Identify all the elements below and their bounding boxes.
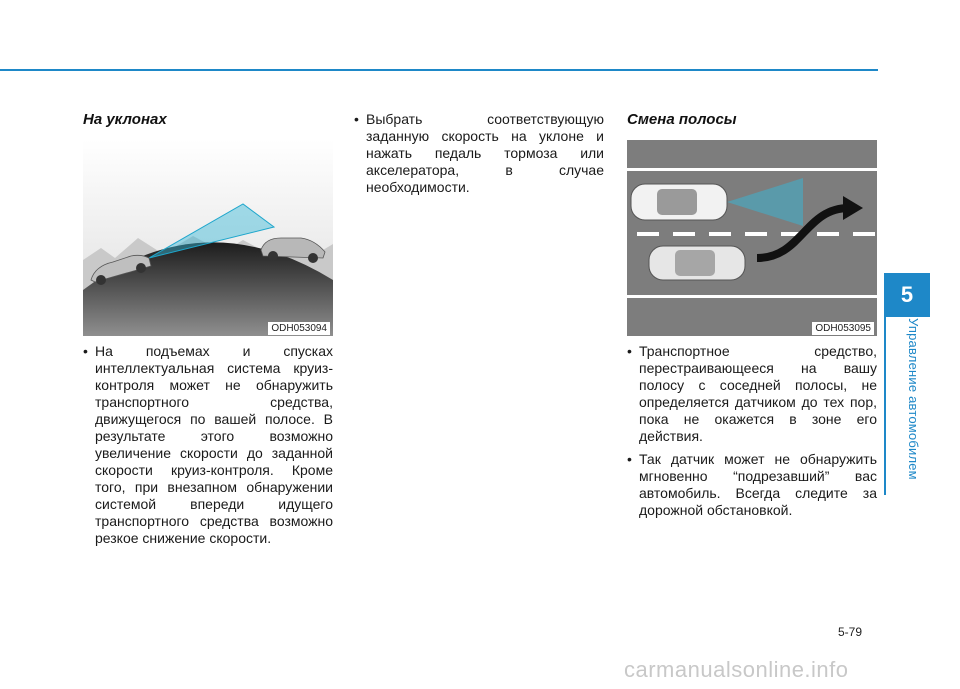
right-bullet-item: • Так датчик может не обнаружить мгновенно “подрезавший” вас автомобиль. Всегда следите за дорожной обстановкой. xyxy=(627,451,877,519)
lane-change-heading: Смена полосы xyxy=(627,111,737,128)
middle-bullet-list xyxy=(354,111,604,202)
left-bullet-list xyxy=(83,343,333,553)
car-ahead-icon xyxy=(631,184,727,220)
left-bullet-item: • На подъемах и спусках интеллектуальная система круиз-контроля может не обнаружить транспортного средства, движущегося по вашей полосе. В результате этого возможно увеличение скорости до заданной скорости круиз-контроля. Кроме того, при внезапном обнаружении системой впереди идущего транспортного средства возможно резкое снижение скорости. xyxy=(83,343,333,547)
slopes-heading: На уклонах xyxy=(83,111,167,128)
lane-change-scene xyxy=(627,140,877,336)
right-bullet-list xyxy=(627,343,877,525)
watermark-link[interactable]: carmanualsonline.info xyxy=(624,657,849,682)
middle-bullet-item: • Выбрать соответствующую заданную скорость на уклоне и нажать педаль тормоза или акселератора, в случае необходимости. xyxy=(354,111,604,196)
chapter-side-line xyxy=(884,317,886,495)
top-rule xyxy=(0,69,878,71)
right-bullet-item: • Транспортное средство, перестраивающееся на вашу полосу с соседней полосы, не определяется датчиком до тех пор, пока не окажется в зоне его действия. xyxy=(627,343,877,445)
figure-code-right: ODH053095 xyxy=(812,322,874,335)
slope-scene xyxy=(83,140,333,336)
lane-change-illustration xyxy=(627,140,877,336)
page-number: 5-79 xyxy=(838,625,863,639)
chapter-number-tab: 5 xyxy=(884,273,930,317)
chapter-title: Управление автомобилем xyxy=(906,318,921,480)
figure-code-left: ODH053094 xyxy=(268,322,330,335)
slope-illustration xyxy=(83,140,333,336)
own-car-icon xyxy=(649,246,745,280)
